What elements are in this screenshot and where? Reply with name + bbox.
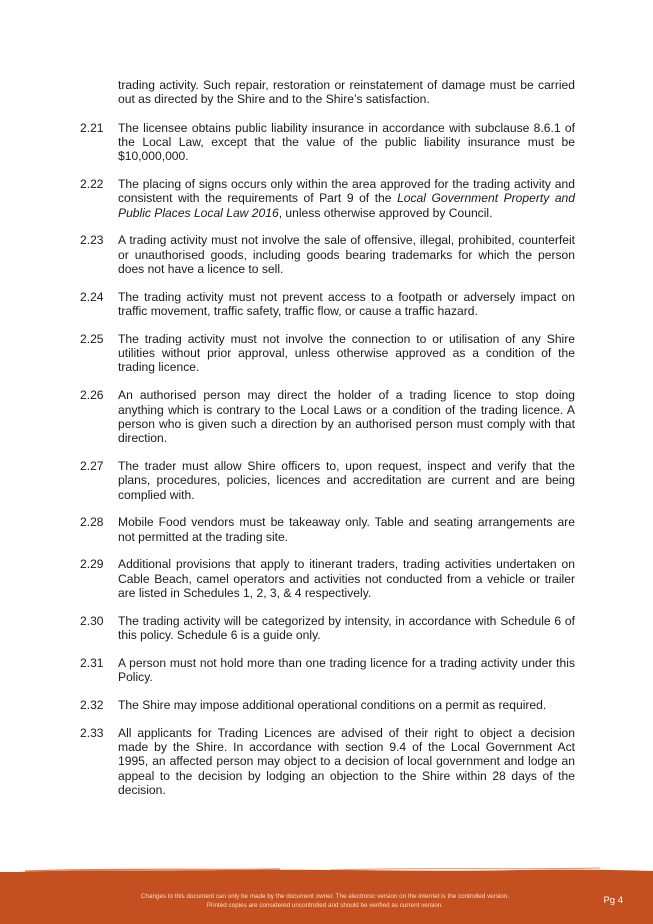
clause-2-23 xyxy=(80,233,575,276)
clause-text: The Shire may impose additional operational conditions on a permit as required. xyxy=(118,698,547,712)
clause-2-28 xyxy=(80,515,575,544)
page-footer xyxy=(0,872,653,924)
clause-text: The trader must allow Shire officers to, upon request, inspect and verify that the plans, procedures, policies, licences and accreditation are current and are being complied with. xyxy=(118,458,575,502)
clause-number: 2.27 xyxy=(80,458,104,473)
clause-2-21 xyxy=(80,121,575,164)
clause-2-27 xyxy=(80,459,575,502)
clause-number: 2.28 xyxy=(80,515,104,530)
clause-number: 2.33 xyxy=(80,725,104,740)
clause-number: 2.32 xyxy=(80,698,104,712)
clause-2-26 xyxy=(80,388,575,445)
clause-2-30 xyxy=(80,614,575,643)
clause-text xyxy=(118,177,575,220)
clause-text: The licensee obtains public liability insurance in accordance with subclause 8.6.1 of the Local Law, except that the value of the public liability insurance must be $10,000,000. xyxy=(118,120,575,164)
clause-number: 2.23 xyxy=(80,233,104,248)
clause-text: Mobile Food vendors must be takeaway only. Table and seating arrangements are not permitted at the trading site. xyxy=(118,515,575,544)
clause-text: The trading activity must not prevent access to a footpath or adversely impact on traffic movement, traffic safety, traffic flow, or cause a traffic hazard. xyxy=(118,289,575,319)
clause-number: 2.26 xyxy=(80,388,104,403)
clause-2-24 xyxy=(80,290,575,319)
brush-stroke-decoration xyxy=(0,864,653,880)
clause-2-31 xyxy=(80,656,575,685)
clause-number: 2.22 xyxy=(80,176,104,191)
footer-disclaimer xyxy=(60,893,590,910)
clause-text-part: The placing of signs occurs only within the area approved for the trading activity and consistent with the requirements of Part 9 of the xyxy=(118,176,575,206)
clause-text-part: , unless otherwise approved by Council. xyxy=(278,205,493,220)
footer-line: Changes to this document can only be made by the document owner. The electronic version on the internet is the controlled version. xyxy=(140,893,510,900)
clause-2-29 xyxy=(80,557,575,600)
clause-number: 2.25 xyxy=(80,331,104,346)
clause-2-33 xyxy=(80,726,575,797)
policy-body xyxy=(80,78,575,811)
clause-text: The trading activity will be categorized by intensity, in accordance with Schedule 6 of this policy. Schedule 6 is a guide only. xyxy=(118,613,575,643)
clause-text: Additional provisions that apply to itinerant traders, trading activities undertaken on Cable Beach, camel operators and activities not conducted from a vehicle or trailer are listed in Schedules 1, 2, 3, & 4 respectively. xyxy=(118,557,575,601)
page-number: Pg 4 xyxy=(603,895,623,906)
clause-2-22 xyxy=(80,177,575,220)
clause-text: All applicants for Trading Licences are advised of their right to object a decision made by the Shire. In accordance with section 9.4 of the Local Government Act 1995, an affected person may object to a decision of local government and lodge an appeal to the decision by lodging an objection to the Shire within 28 days of the decision. xyxy=(118,725,575,797)
footer-line: Printed copies are considered uncontrolled and should be verified as current version. xyxy=(206,901,444,909)
clause-number: 2.29 xyxy=(80,557,104,572)
lead-paragraph: trading activity. Such repair, restoration or reinstatement of damage must be carried out as directed by the Shire and to the Shire’s satisfaction. xyxy=(118,78,575,107)
clause-2-25 xyxy=(80,332,575,375)
clause-number: 2.31 xyxy=(80,655,104,670)
clause-text: A person must not hold more than one trading licence for a trading activity under this Policy. xyxy=(118,655,575,685)
clause-number: 2.30 xyxy=(80,613,104,628)
clause-number: 2.24 xyxy=(80,289,104,304)
clause-text: The trading activity must not involve the connection to or utilisation of any Shire utilities without prior approval, unless otherwise approved as a condition of the trading licence. xyxy=(118,331,575,375)
clause-text: A trading activity must not involve the sale of offensive, illegal, prohibited, counterfeit or unauthorised goods, including goods bearing trademarks for which the person does not have a licence to sell. xyxy=(118,233,575,276)
local-law-title: Local Government Property and Public Places Local Law 2016 xyxy=(118,191,576,220)
clause-number: 2.21 xyxy=(80,120,104,135)
clause-2-32 xyxy=(80,698,575,712)
clause-text: An authorised person may direct the holder of a trading licence to stop doing anything which is contrary to the Local Laws or a condition of the trading licence. A person who is given such a direction by an authorised person must comply with that direction. xyxy=(118,388,575,446)
